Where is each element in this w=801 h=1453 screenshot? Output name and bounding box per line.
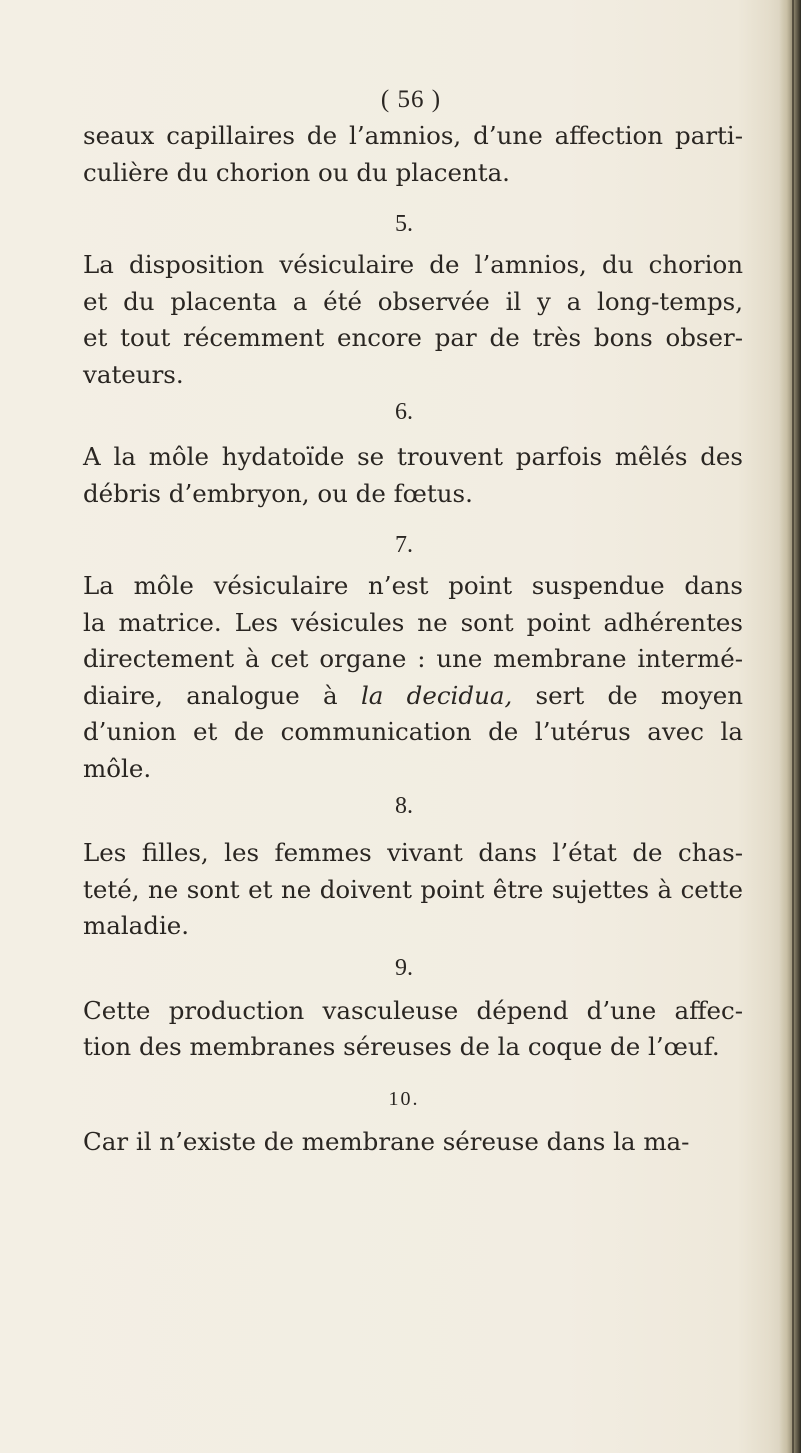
section-number-8: 8. (395, 793, 413, 819)
page-text (83, 82, 743, 1160)
paragraph-8 (83, 835, 743, 945)
page-number: ( 56 ) (380, 86, 442, 113)
page-edge-shadow (779, 0, 801, 1453)
paragraph-9 (83, 993, 743, 1066)
page-binding-edge (792, 0, 794, 1453)
section-number-10: 10. (388, 1087, 420, 1110)
text-line: Cette production vasculeuse dépend d’une affec- (83, 995, 743, 1025)
text-line: et tout récemment encore par de très bons obser- (83, 323, 743, 352)
section-number-5: 5. (395, 211, 413, 237)
section-number-6: 6. (395, 399, 413, 425)
text-segment: sert de moyen (512, 680, 744, 710)
text-line: culière du chorion ou du placenta. (83, 157, 510, 187)
text-line: môle. (83, 753, 152, 783)
text-line: A la môle hydatoïde se trouvent parfois mêlés des (83, 442, 743, 471)
text-line: La disposition vésiculaire de l’amnios, du chorion (83, 250, 743, 279)
text-line: et du placenta a été observée il y a long-temps, (83, 286, 743, 316)
italic-term: la decidua, (360, 680, 513, 710)
section-number-9: 9. (395, 954, 413, 981)
paragraph-10 (83, 1124, 743, 1161)
text-line: vateurs. (83, 359, 184, 389)
paragraph-continuation (83, 118, 743, 191)
section-number-7: 7. (395, 532, 413, 558)
paragraph-6 (83, 439, 743, 512)
text-line: la matrice. Les vésicules ne sont point adhérentes (83, 607, 743, 637)
paragraph-7 (83, 568, 743, 787)
text-line: d’union et de communication de l’utérus avec la (83, 717, 743, 746)
text-line: Car il n’existe de membrane séreuse dans la ma- (83, 1126, 690, 1156)
text-line: tion des membranes séreuses de la coque de l’œuf. (83, 1032, 720, 1061)
paragraph-5 (83, 247, 743, 393)
text-line: directement à cet organe : une membrane intermé- (83, 644, 743, 673)
text-line-mixed (83, 678, 743, 715)
text-line: maladie. (83, 911, 190, 940)
text-line: teté, ne sont et ne doivent point être sujettes à cette (83, 874, 743, 904)
text-line: Les filles, les femmes vivant dans l’état de chas- (83, 838, 743, 867)
text-line: seaux capillaires de l’amnios, d’une affection parti- (83, 121, 743, 150)
text-line: La môle vésiculaire n’est point suspendue dans (83, 571, 743, 600)
text-line: débris d’embryon, ou de fœtus. (83, 478, 473, 508)
text-segment: diaire, analogue à (83, 680, 361, 710)
